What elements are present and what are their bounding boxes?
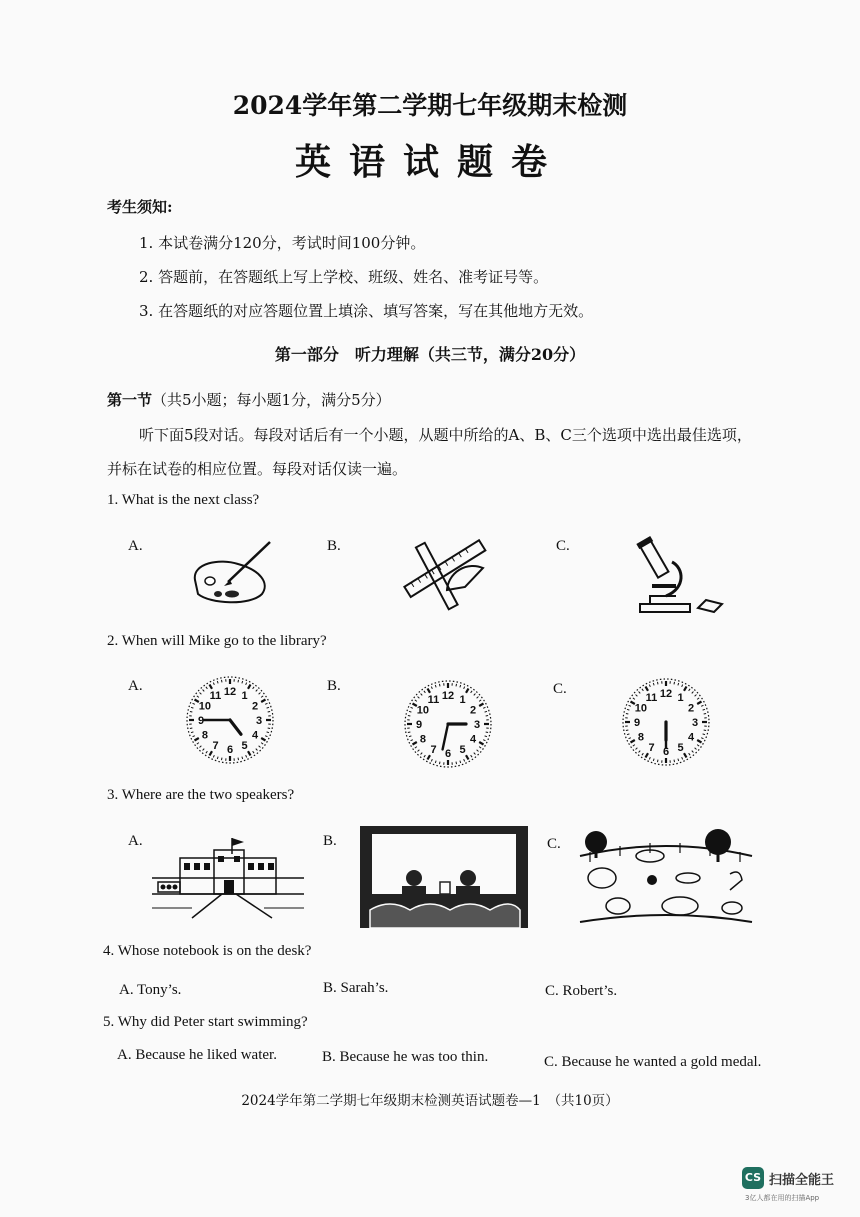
- zoo-icon: [580, 828, 752, 926]
- q5-option-c: C. Because he wanted a gold medal.: [544, 1054, 762, 1070]
- clock-numeral: 5: [241, 740, 248, 753]
- clock-c-icon: [620, 676, 712, 768]
- clock-numeral: 6: [444, 748, 452, 760]
- q1-option-b-label: B.: [327, 538, 341, 554]
- clock-numeral: 3: [691, 717, 699, 729]
- clock-numeral: 1: [241, 689, 248, 702]
- clock-numeral: 3: [473, 719, 481, 731]
- q5-option-b: B. Because he was too thin.: [322, 1049, 489, 1065]
- clock-numeral: 9: [415, 719, 423, 731]
- q4-option-a: A. Tony’s.: [119, 982, 182, 998]
- scanner-logo-icon: CS: [742, 1167, 764, 1189]
- q2-option-a-label: A.: [128, 678, 143, 694]
- clock-numeral: 4: [470, 733, 477, 746]
- clock-numeral: 10: [416, 704, 430, 717]
- clock-numeral: 11: [427, 693, 440, 706]
- clock-numeral: 5: [677, 742, 684, 755]
- q2-option-b-label: B.: [327, 678, 341, 694]
- clock-numeral: 11: [645, 691, 658, 704]
- section1-heading-info: （共5小题；每小题1分，满分5分）: [152, 391, 391, 409]
- clock-numeral: 9: [197, 715, 205, 727]
- notice-heading: 考生须知:: [107, 198, 173, 216]
- clock-numeral: 6: [226, 744, 234, 756]
- cinema-icon: [360, 826, 528, 928]
- section1-heading-line: [107, 389, 391, 410]
- question-3: 3. Where are the two speakers?: [107, 787, 295, 803]
- section1-instruction-line1: 听下面5段对话。每段对话后有一个小题，从题中所给的A、B、C三个选项中选出最佳选项，: [139, 426, 752, 444]
- clock-numeral: 12: [223, 686, 237, 698]
- question-4: 4. Whose notebook is on the desk?: [103, 943, 312, 959]
- q1-option-c-label: C.: [556, 538, 570, 554]
- clock-numeral: 8: [419, 733, 426, 746]
- part1-heading: 第一部分 听力理解（共三节，满分20分）: [274, 345, 586, 364]
- clock-numeral: 2: [688, 702, 695, 715]
- clock-numeral: 1: [459, 693, 466, 706]
- question-5: 5. Why did Peter start swimming?: [103, 1014, 308, 1030]
- clock-numeral: 12: [441, 690, 455, 702]
- clock-numeral: 5: [459, 744, 466, 757]
- clock-numeral: 7: [212, 740, 219, 753]
- clock-a-icon: [184, 674, 276, 766]
- q5-option-a: A. Because he liked water.: [117, 1047, 277, 1063]
- page-footer: 2024学年第二学期七年级期末检测英语试题卷—1 （共10页）: [241, 1093, 619, 1109]
- scanner-app-name: 扫描全能王: [769, 1173, 835, 1188]
- ruler-protractor-icon: [405, 532, 490, 612]
- palette-brush-icon: [190, 538, 275, 608]
- clock-numeral: 8: [201, 729, 208, 742]
- clock-numeral: 10: [634, 702, 648, 715]
- notice-item-1: 1. 本试卷满分120分，考试时间100分钟。: [139, 234, 426, 252]
- q3-option-a-label: A.: [128, 833, 143, 849]
- clock-b-icon: [402, 678, 494, 770]
- q4-option-c: C. Robert’s.: [545, 983, 618, 999]
- clock-numeral: 6: [662, 746, 670, 758]
- clock-numeral: 3: [255, 715, 263, 727]
- exam-title-line1: 2024学年第二学期七年级期末检测: [232, 91, 628, 120]
- notice-item-3: 3. 在答题纸的对应答题位置上填涂、填写答案，写在其他地方无效。: [139, 302, 594, 320]
- clock-numeral: 7: [648, 742, 655, 755]
- clock-numeral: 4: [252, 729, 259, 742]
- clock-numeral: 10: [198, 700, 212, 713]
- school-building-icon: [152, 836, 304, 918]
- clock-numeral: 12: [659, 688, 673, 700]
- scanner-app-slogan: 3亿人都在用的扫描App: [745, 1194, 820, 1202]
- question-1: 1. What is the next class?: [107, 492, 260, 508]
- clock-numeral: 2: [252, 700, 259, 713]
- q2-option-c-label: C.: [553, 681, 567, 697]
- clock-numeral: 8: [637, 731, 644, 744]
- clock-numeral: 11: [209, 689, 222, 702]
- q3-option-c-label: C.: [547, 836, 561, 852]
- q3-option-b-label: B.: [323, 833, 337, 849]
- q4-option-b: B. Sarah’s.: [323, 980, 389, 996]
- question-2: 2. When will Mike go to the library?: [107, 633, 327, 649]
- q1-option-a-label: A.: [128, 538, 143, 554]
- clock-numeral: 4: [688, 731, 695, 744]
- section1-heading: 第一节: [107, 391, 153, 409]
- clock-numeral: 7: [430, 744, 437, 757]
- notice-item-2: 2. 答题前，在答题纸上写上学校、班级、姓名、准考证号等。: [139, 268, 549, 286]
- microscope-icon: [636, 538, 731, 616]
- section1-instruction-line2: 并标在试卷的相应位置。每段对话仅读一遍。: [107, 460, 408, 478]
- clock-numeral: 1: [677, 691, 684, 704]
- clock-numeral: 2: [470, 704, 477, 717]
- exam-title-line2: 英语试题卷: [294, 141, 565, 183]
- clock-numeral: 9: [633, 717, 641, 729]
